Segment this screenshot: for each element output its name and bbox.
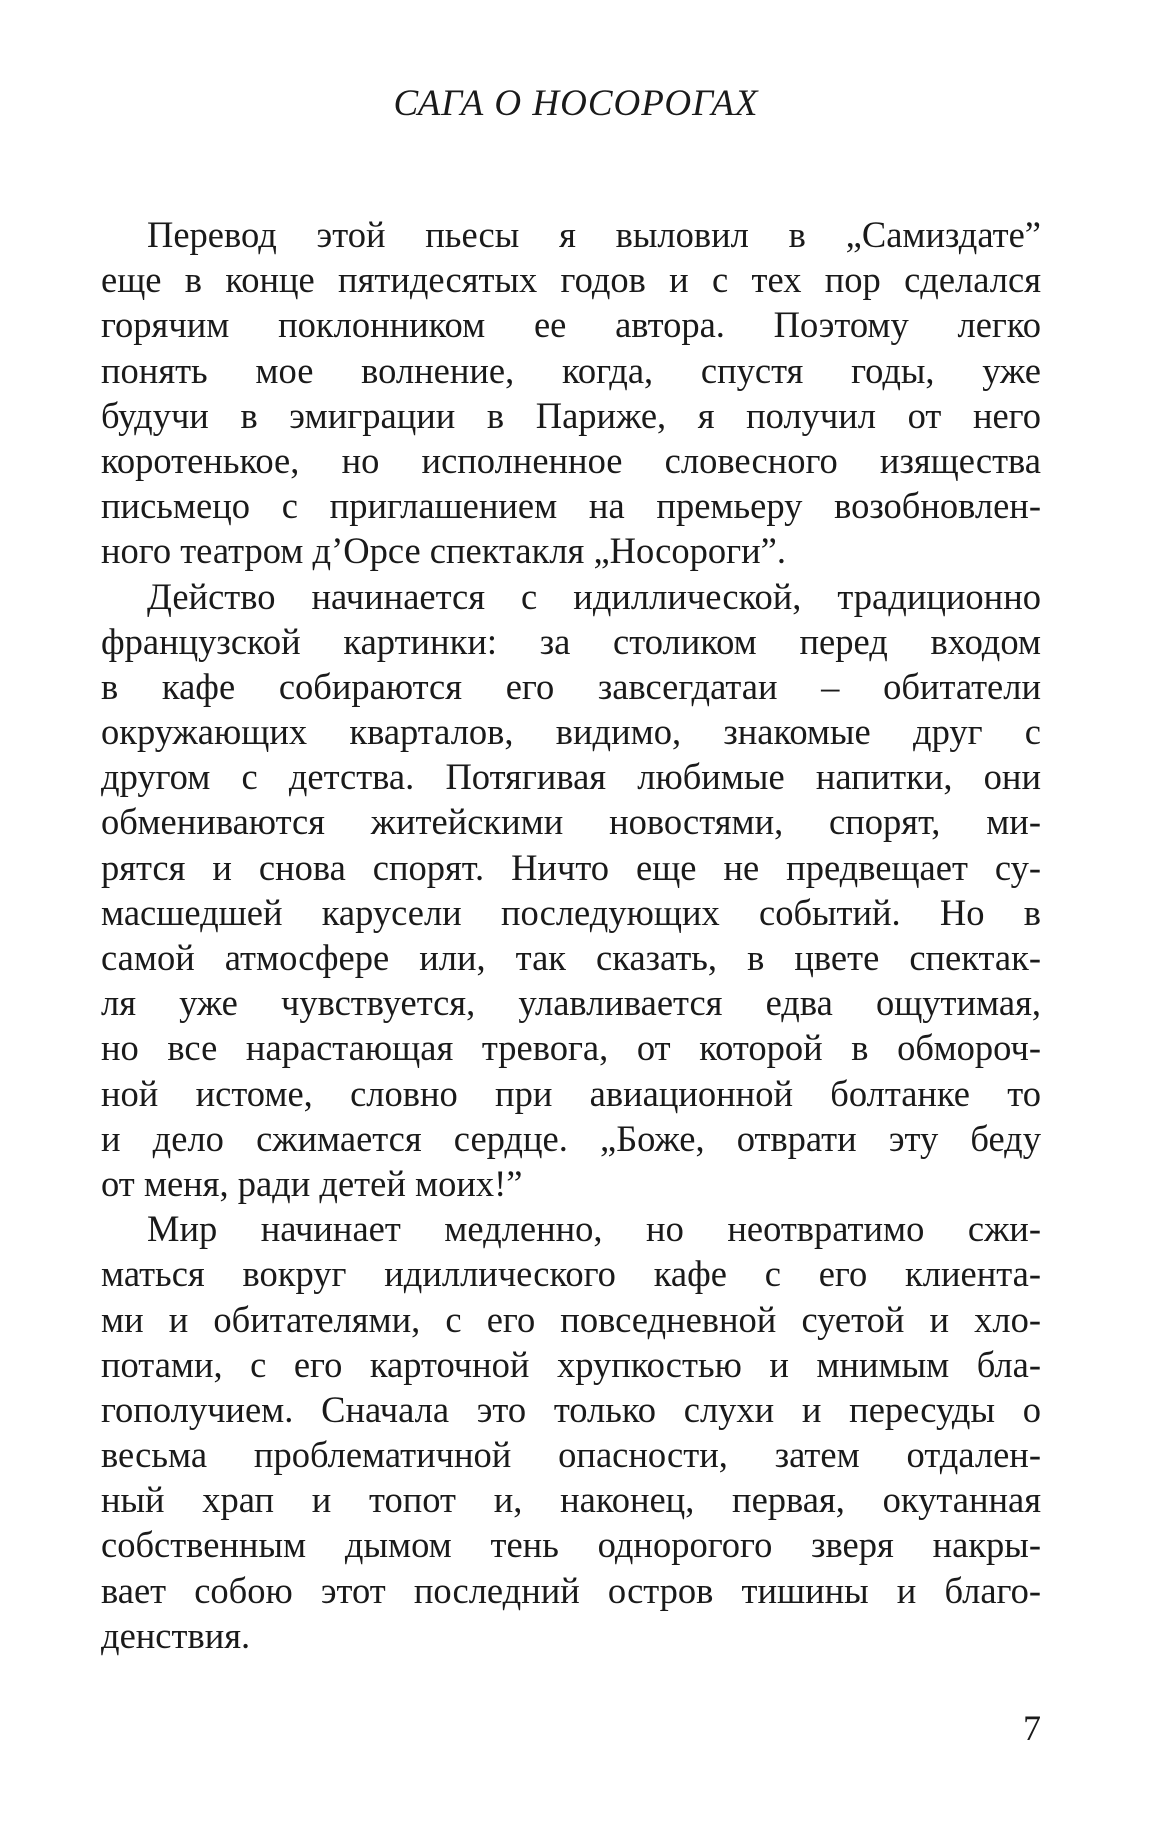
text-line: и дело сжимается сердце. „Боже, отврати эту беду <box>101 1117 1041 1159</box>
text-line: Мир начинает медленно, но неотвратимо сжи- <box>147 1208 1041 1250</box>
paragraph <box>101 1206 1041 1658</box>
text-line: гополучием. Сначала это только слухи и пересуды о <box>101 1388 1041 1430</box>
text-line: самой атмосфере или, так сказать, в цвете спектак- <box>101 937 1041 978</box>
text-line: еще в конце пятидесятых годов и с тех пор сделался <box>101 259 1041 301</box>
body-text <box>101 212 1041 1658</box>
text-line: вает собою этот последний остров тишины и благо- <box>101 1569 1041 1611</box>
text-line: собственным дымом тень однорогого зверя накры- <box>101 1524 1041 1566</box>
text-line: окружающих кварталов, видимо, знакомые друг с <box>101 711 1041 753</box>
text-line: ми и обитателями, с его повседневной суетой и хло- <box>101 1298 1041 1340</box>
text-line: французской картинки: за столиком перед входом <box>101 620 1041 662</box>
text-line: ный храп и топот и, наконец, первая, окутанная <box>101 1479 1041 1521</box>
text-line: Перевод этой пьесы я выловил в „Самиздате” <box>147 214 1041 255</box>
text-line: маться вокруг идиллического кафе с его клиента- <box>101 1253 1041 1295</box>
text-line: понять мое волнение, когда, спустя годы, уже <box>101 349 1041 391</box>
text-line: Действо начинается с идиллической, традиционно <box>147 575 1041 617</box>
text-line: письмецо с приглашением на премьеру возобновлен- <box>101 485 1041 527</box>
running-title: САГА О НОСОРОГАХ <box>393 83 759 124</box>
text-line: горячим поклонником ее автора. Поэтому легко <box>101 304 1041 346</box>
text-line: в кафе собираются его завсегдатаи – обитатели <box>101 665 1041 707</box>
paragraph <box>101 574 1041 1207</box>
text-line: другом с детства. Потягивая любимые напитки, они <box>101 756 1041 798</box>
text-line: денствия. <box>101 1614 251 1656</box>
text-line: от меня, ради детей моих!” <box>101 1162 523 1204</box>
text-line: весьма проблематичной опасности, затем отдален- <box>101 1434 1041 1476</box>
text-line: ного театром д’Орсе спектакля „Носороги”. <box>101 530 786 572</box>
text-line: но все нарастающая тревога, от которой в обмороч- <box>101 1027 1041 1069</box>
text-line: коротенькое, но исполненное словесного изящества <box>101 439 1041 481</box>
text-line: обмениваются житейскими новостями, спорят, ми- <box>101 801 1041 843</box>
page-number: 7 <box>1023 1708 1041 1748</box>
paragraph <box>101 212 1041 574</box>
text-line: масшедшей карусели последующих событий. Но в <box>101 891 1041 933</box>
text-line: ной истоме, словно при авиационной болтанке то <box>101 1072 1041 1114</box>
text-line: будучи в эмиграции в Париже, я получил от него <box>101 394 1041 436</box>
text-line: рятся и снова спорят. Ничто еще не предвещает су- <box>101 846 1041 888</box>
text-line: ля уже чувствуется, улавливается едва ощутимая, <box>101 982 1041 1024</box>
text-line: потами, с его карточной хрупкостью и мнимым бла- <box>101 1343 1041 1385</box>
